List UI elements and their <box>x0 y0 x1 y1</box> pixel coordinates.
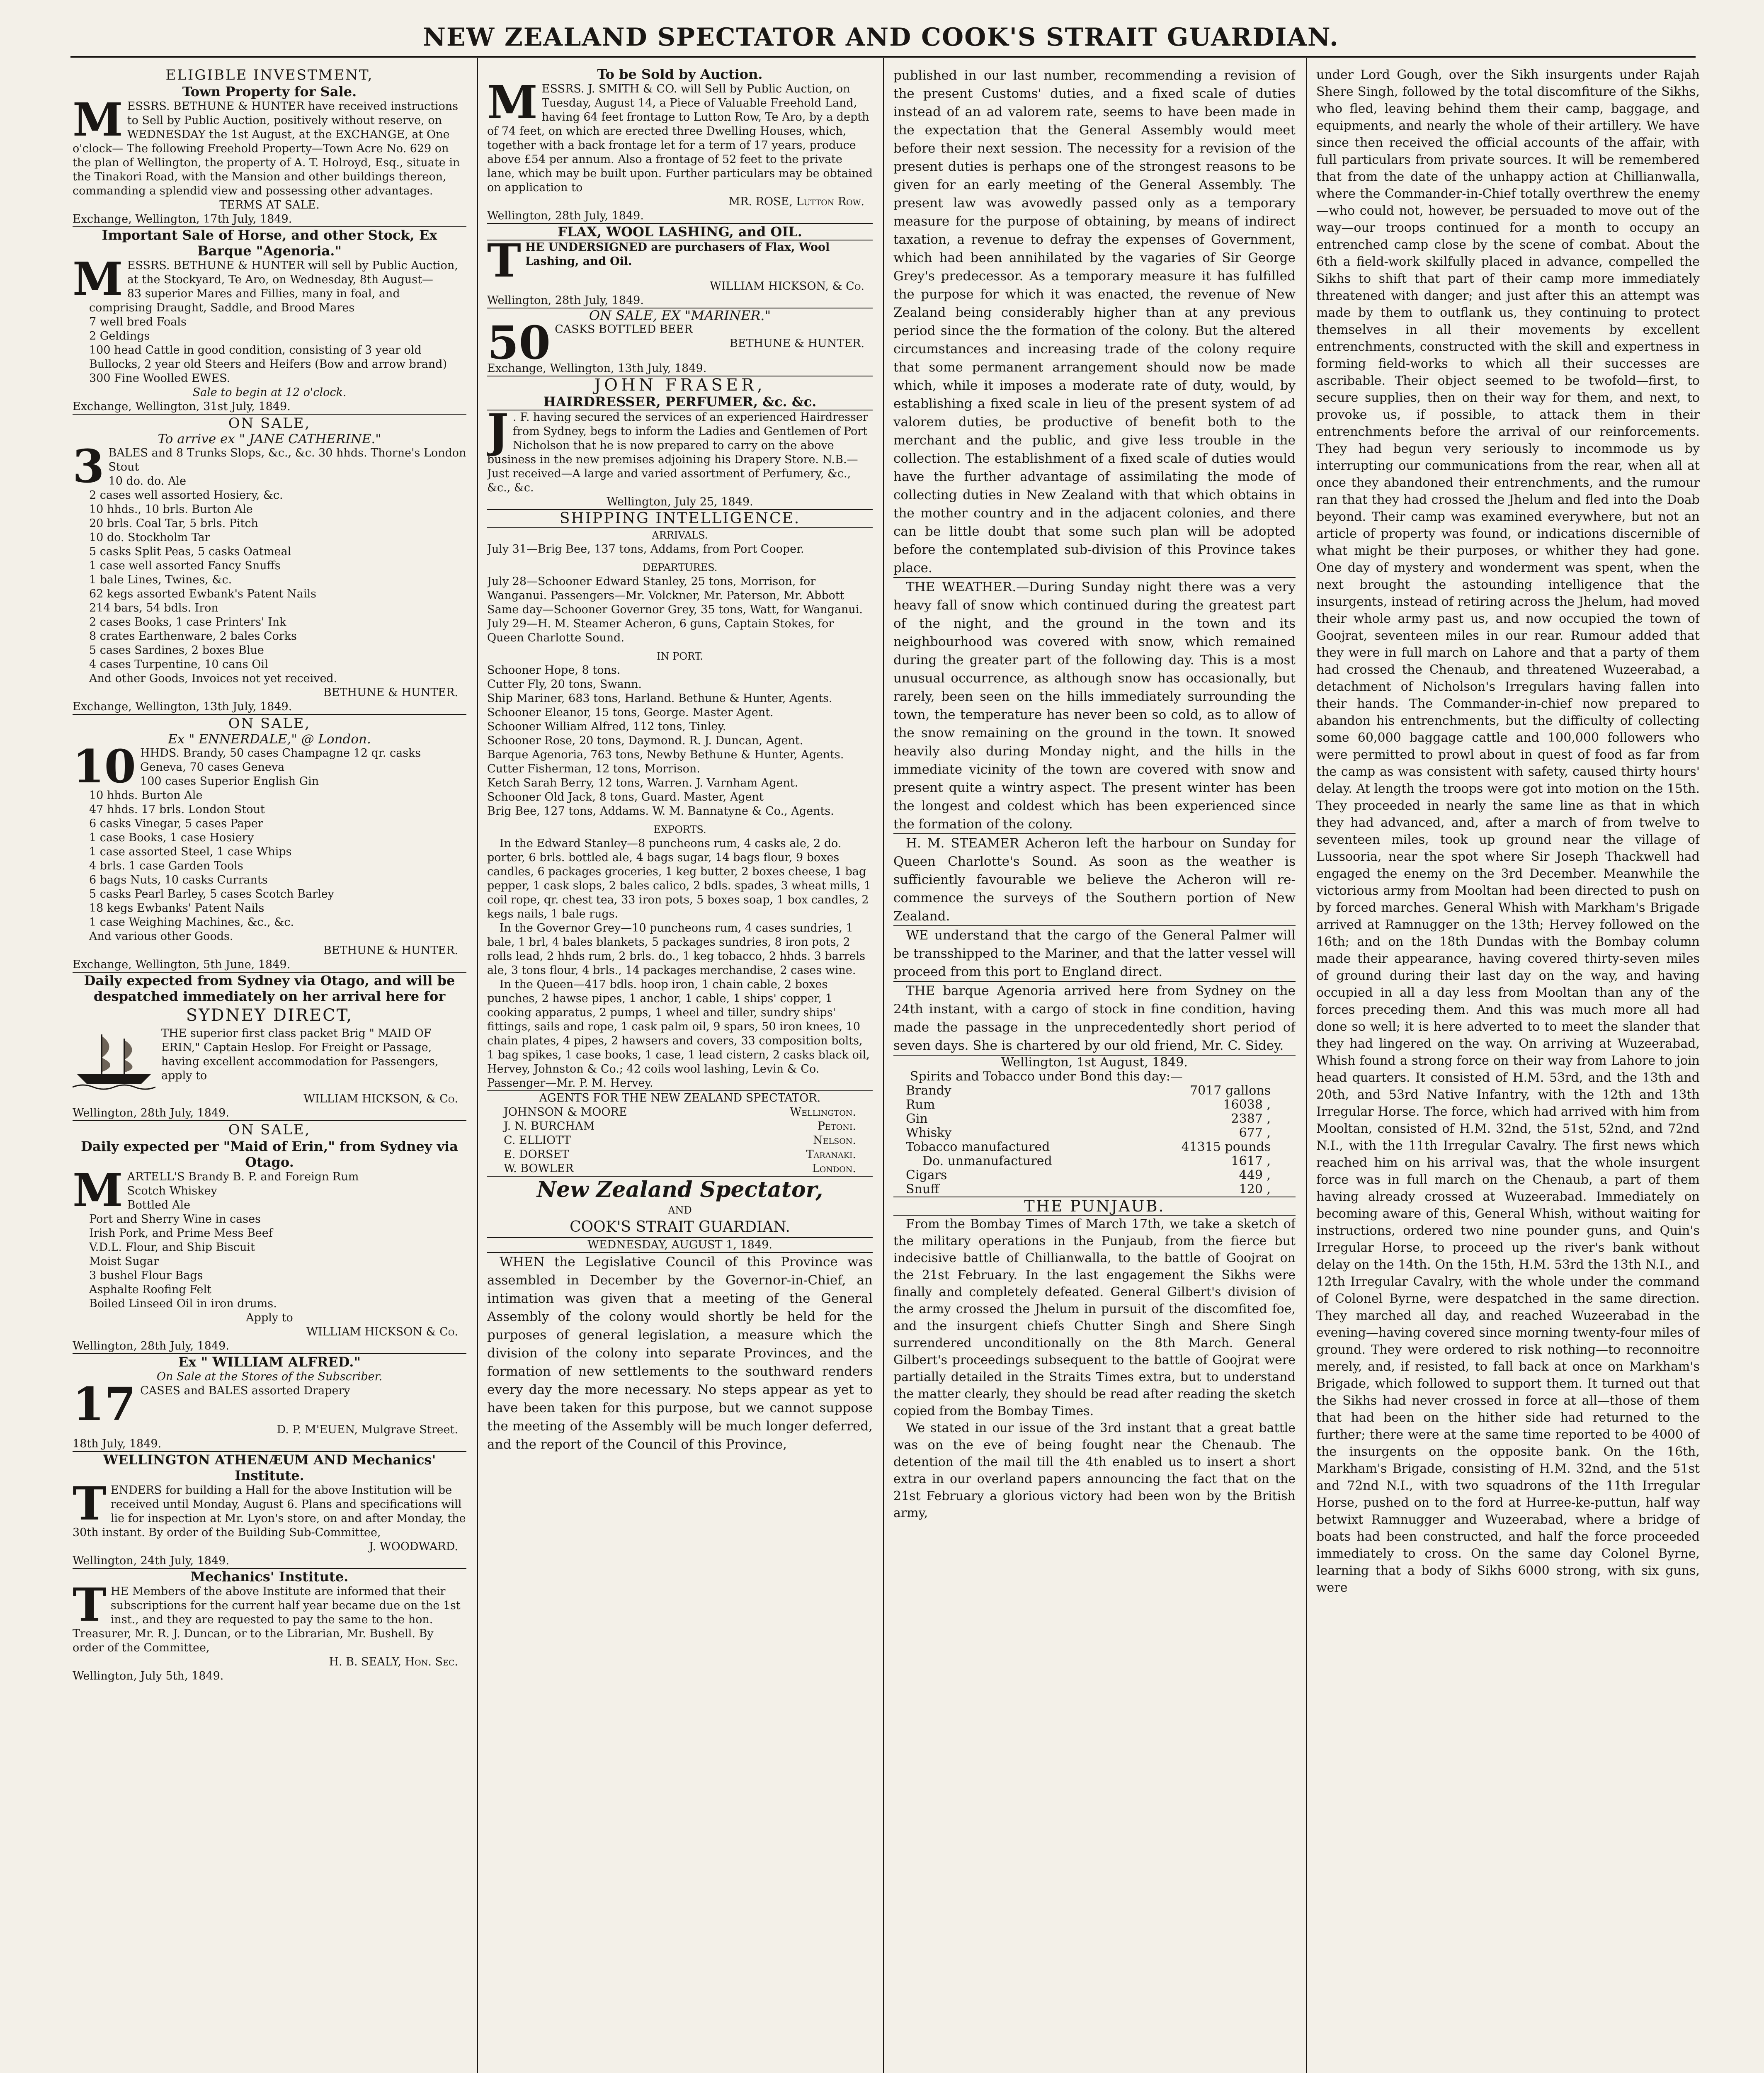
title-and: AND <box>668 1204 692 1216</box>
list-item: 2 Geldings <box>89 330 150 342</box>
list-item: Same day—Schooner Governor Grey, 35 tons, Watt, for Wanganui. <box>487 603 863 616</box>
list-item: 1 case Weighing Machines, &c., &c. <box>89 916 294 929</box>
editorial-paragraph: WHEN the Legislative Council of this Province was assembled in December by the Governor-in-Chief, an intimation was given that a meeting of the General Assembly of the colony would shortly be held for the purposes of general legislation, a measure which the division of the colony into separate Provinces, and the formation of new settlements to the southward renders every day the more necessary. No steps appear as yet to have been taken for this purpose, but we cannot suppose the meeting of the Assembly will be much longer deferred, and the report of the Council of this Province, <box>487 1255 873 1452</box>
ad-date: Wellington, 28th July, 1849. <box>73 1340 229 1352</box>
list-item: 300 Fine Woolled EWES. <box>89 372 231 385</box>
bond-qty: 41315 <box>1181 1140 1221 1154</box>
bond-unit: pounds <box>1225 1140 1271 1154</box>
column-1 <box>73 66 466 2073</box>
list-item: 100 head Cattle in good condition, consisting of 3 year old Bullocks, 2 year old Steers and Heifers (Bow and arrow brand) <box>89 344 447 371</box>
list-item: V.D.L. Flour, and Ship Biscuit <box>89 1241 255 1254</box>
list-item: 10 hhds., 10 brls. Burton Ale <box>89 503 253 516</box>
table-row <box>893 1154 1296 1168</box>
ad-date: Exchange, Wellington, 13th July, 1849. <box>487 362 707 375</box>
list-item: Schooner Eleanor, 15 tons, George. Master Agent. <box>487 706 774 719</box>
list-item: 214 bars, 54 bdls. Iron <box>89 602 218 614</box>
table-row <box>893 1084 1296 1098</box>
agent-name: W. BOWLER <box>504 1162 574 1175</box>
news-paragraph: THE WEATHER.—During Sunday night there was a very heavy fall of snow which continued during the greatest part of the night, and the ground in the town and its neighbourhood was covered with snow, which remained during the greater part of the following day. This is a most unusual occurrence, as although snow has occasionally, but rarely, been seen on the hills immediately surrounding the town, the temperature has never been so cold, as to allow of the snow remaining on the ground in the town. It snowed heavily also during Monday night, and the hills in the immediate vicinity of the town are covered with snow and present quite a wintry aspect. The present winter has been the longest and coldest which has been experienced since the formation of the colony. <box>893 580 1296 832</box>
table-row <box>893 1126 1296 1140</box>
newspaper-subtitle: COOK'S STRAIT GUARDIAN. <box>570 1219 790 1236</box>
list-item: 10 do. do. Ale <box>108 475 187 488</box>
list-item: Bottled Ale <box>127 1199 191 1211</box>
list-item: Cutter Fly, 20 tons, Swann. <box>487 678 642 691</box>
list-item: Cutter Fisherman, 12 tons, Morrison. <box>487 762 700 775</box>
bond-unit: , <box>1267 1154 1271 1168</box>
advertisement <box>73 973 466 1120</box>
bond-qty: 449 <box>1239 1168 1263 1182</box>
list-item: 5 cases Sardines, 2 boxes Blue <box>89 644 264 657</box>
masthead-rule <box>70 56 1696 58</box>
list-item: 6 bags Nuts, 10 casks Currants <box>89 874 268 886</box>
section-heading: THE PUNJAUB. <box>1024 1197 1165 1215</box>
bond-unit: , <box>1267 1168 1271 1182</box>
advertisement <box>73 66 466 226</box>
ad-body: THE superior first class packet Brig " MAID OF ERIN," Captain Heslop. For Freight or Passage, having excellent accommodation for Passengers, apply to <box>161 1027 439 1082</box>
table-row <box>893 1098 1296 1112</box>
bond-unit: , <box>1267 1097 1271 1112</box>
section-heading: SHIPPING INTELLIGENCE. <box>559 510 801 527</box>
list-item: 8 crates Earthenware, 2 bales Corks <box>89 630 297 643</box>
ad-heading: ON SALE, <box>228 1121 311 1138</box>
bond-qty: 2387 <box>1231 1112 1263 1126</box>
ad-destination: SYDNEY DIRECT, <box>186 1006 353 1025</box>
ad-date: Wellington, July 25, 1849. <box>607 495 753 508</box>
table-row <box>893 1182 1296 1197</box>
list-item: And other Goods, Invoices not yet received. <box>89 672 337 685</box>
agents-heading: AGENTS FOR THE NEW ZEALAND SPECTATOR. <box>539 1092 821 1104</box>
ad-body: HHDS. Brandy, 50 cases Champagne 12 qr. casks Geneva, 70 cases Geneva <box>140 747 421 774</box>
ad-date: Exchange, Wellington, 13th July, 1849. <box>73 700 292 713</box>
ad-date: Wellington, 28th July, 1849. <box>487 294 644 307</box>
ad-heading: Important Sale of Horse, and other Stock, Ex Barque "Agenoria." <box>102 227 437 259</box>
ad-date: Exchange, Wellington, 5th June, 1849. <box>73 958 291 971</box>
advertisement <box>73 415 466 714</box>
list-item: 4 brls. 1 case Garden Tools <box>89 859 243 872</box>
list-item: July 29—H. M. Steamer Acheron, 6 guns, Captain Stokes, for Queen Charlotte Sound. <box>487 617 834 644</box>
issue-date: WEDNESDAY, AUGUST 1, 1849. <box>587 1238 772 1251</box>
ad-heading: ELIGIBLE INVESTMENT, <box>165 67 374 83</box>
agent-name: E. DORSET <box>504 1148 569 1161</box>
bond-item: Gin <box>906 1112 928 1126</box>
list-item: Barque Agenoria, 763 tons, Newby Bethune & Hunter, Agents. <box>487 748 844 761</box>
ad-subheading: To arrive ex " JANE CATHERINE." <box>158 432 381 447</box>
drop-cap: M <box>73 1163 123 1217</box>
ad-subheading: Town Property for Sale. <box>182 84 357 100</box>
advertisement <box>73 715 466 972</box>
list-item: 10 do. Stockholm Tar <box>89 531 210 544</box>
bond-qty: 677 <box>1239 1126 1263 1140</box>
ad-heading: ON SALE, EX "MARINER." <box>589 308 771 323</box>
agent-place: London. <box>812 1162 856 1175</box>
column-rule <box>477 58 478 2073</box>
list-item: 83 superior Mares and Fillies, many in foal, and comprising Draught, Saddle, and Brood Mares <box>89 287 400 314</box>
list-item: 5 casks Pearl Barley, 5 cases Scotch Barley <box>89 888 334 901</box>
bond-unit: gallons <box>1225 1083 1271 1098</box>
column-rule <box>1306 58 1307 2073</box>
list-item: Asphalte Roofing Felt <box>89 1283 211 1296</box>
ad-body: HE UNDERSIGNED are purchasers of Flax, Wool Lashing, and Oil. <box>525 241 830 268</box>
advertisement <box>487 376 873 509</box>
ad-subheading: On Sale at the Stores of the Subscriber. <box>156 1370 383 1383</box>
drop-cap: M <box>487 75 538 129</box>
subsection-heading: EXPORTS. <box>653 824 706 835</box>
agent-name: J. N. BURCHAM <box>504 1120 595 1133</box>
ad-body: ESSRS. BETHUNE & HUNTER have received instructions to Sell by Public Auction, positively without reserve, on WEDNESDAY the 1st August, at the EXCHANGE, at One o'clock— The following Freehold Property—Town Acre No. 629 on the plan of Wellington, the property of A. T. Holroyd, Esq., situate in the Tinakori Road, with the Mansion and other buildings thereon, commanding a splendid view and possessing other advantages. <box>73 100 460 197</box>
ad-signature: D. P. M'EUEN, Mulgrave Street. <box>277 1423 458 1436</box>
list-item: 47 hhds. 17 brls. London Stout <box>89 803 265 816</box>
ad-signature: J. WOODWARD. <box>369 1540 458 1553</box>
news-paragraph: under Lord Gough, over the Sikh insurgents under Rajah Shere Singh, followed by the total discomfiture of the Sikhs, who fled, leaving behind them their camp, baggage, and equipments, and nearly the whole of their artillery. We have since then received the official accounts of the affair, with full particulars from private sources. It will be remembered that from the date of the unhappy action at Chillianwalla, where the Commander-in-Chief totally overthrew the enemy—who could not, however, be persuaded to move out of the way—our troops continued for a month to occupy an entrenched camp close by the scene of combat. About the 6th a field-work skilfully placed in advance, compelled the Sikhs to shift that part of their camp more immediately threatened with danger; and just after this an attempt was made by them to outflank us, they continuing to protect themselves in all their movements by excellent entrenchments, constructed with the skill and expertness in forming field-works to which all their successes are ascribable. Their object seemed to be twofold—first, to secure supplies, then on their way for them, and next, to provoke us, if possible, to attack them in their entrenchments before the arrival of our reinforcements. They had begun very seriously to incommode us by interrupting our communications from the rear, when all at once they abandoned their entrenchments, and the rumour ran that they had crossed the Jhelum and fled into the Doab beyond. Their camp was examined everywhere, but not an article of property was found, or indications discernible of what might be their purposes, or whither they had gone. One day of mystery and wonderment was spent, when the next brought the astounding intelligence that the insurgents, instead of retiring across the Jhelum, had moved their whole army past us, and now occupied the town of Goojrat, seventeen miles in our rear. Rumour added that they were in full march on Lahore and that a party of them had crossed the Chenaub, and threatened Wuzeerabad, a detachment of Nicholson's Irregulars having fallen into their hands. The Commander-in-chief now prepared to abandon his entrenchments, but the difficulty of collecting some 60,000 baggage cattle and 100,000 followers who were permitted to prowl about in quest of food as far from the camp as was consistent with safety, caused thirty hours' delay. At length the troops were got into motion on the 15th. They proceeded in nearly the same line as that in which they had advanced, and, after a march of from twelve to seventeen miles, took up ground near the village of Lussooria, near the spot where Sir Joseph Thackwell had engaged the enemy on the 3rd December. Meanwhile the victorious army from Mooltan had been directed to push on by forced marches. General Whish with Markham's Brigade arrived at Ramnugger on the 13th; Hervey followed on the 16th; and on the 18th Dundas with the Bombay column made their appearance, having covered thirty-seven miles of ground during their last day on the way, and having occupied in all a day less from Mooltan than any of the forces preceding them. And this was much more all had done so well; it is here adverted to to meet the slander that they had lingered on the way. On arriving at Wuzeerabad, Whish found a strong force on their way from Lahore to join head quarters. It consisted of H.M. 53rd, and the 13th and 20th, and 53rd Native Infantry, with the 12th and 13th Irregular Horse. The force, which had arrived with him from Mooltan, consisted of H.M. 32nd, the 51st, 52nd, and 72nd N.I., with the 11th Irregular Cavalry. The first news which reached him on his arrival was, that the whole insurgent force was in full march on the Chenaub, a part of them having already crossed at Wuzeerabad. Immediately on becoming aware of this, General Whish, without waiting for instructions, ordered two nine pounder guns, and Quin's Irregular Horse, to proceed up the river's bank without delay on the 14th. On the 15th, H.M. 53rd the 13th N.I., and 12th Irregular Cavalry, with the whole under the command of Colonel Byrne, were despatched in the same direction. They marched all day, and reached Wuzeerabad in the evening—having covered since morning twenty-four miles of ground. They were ordered to risk nothing—to reconnoitre merely, and, if resisted, to fall back at once on Markham's Brigade, which followed to support them. It turned out that the Sikhs had never crossed in force at all—those of them that had been on the hither side had returned to the further; there were at the same time reported to be 4000 of the insurgents on the opposite bank. On the 16th, Markham's Brigade, consisting of H.M. 32nd, and the 51st and 72nd N.I., with two squadrons of the 11th Irregular Horse, pushed on to the ford at Hurree-ke-puttun, half way betwixt Ramnugger and Wuzeerabad, where a bridge of boats had been constructed, and half the force proceeded immediately to cross. On the same day Colonel Byrne, learning that a body of Sikhs 6000 strong, with six guns, were <box>1316 68 1700 1595</box>
column-3 <box>893 66 1296 2073</box>
advertisement <box>73 1452 466 1568</box>
news-paragraph: THE barque Agenoria arrived here from Sydney on the 24th instant, with a cargo of stock in fine condition, having made the passage in the unprecedentedly short period of seven days. She is chartered by our old friend, Mr. C. Sidey. <box>893 983 1296 1053</box>
bond-unit: , <box>1267 1112 1271 1126</box>
list-item: 62 kegs assorted Ewbank's Patent Nails <box>89 587 317 600</box>
drop-cap: T <box>73 1578 107 1631</box>
bond-item: Do. unmanufactured <box>922 1154 1052 1168</box>
advertisement <box>487 308 873 376</box>
list-item: 3 bushel Flour Bags <box>89 1269 203 1282</box>
bond-date: Wellington, 1st August, 1849. <box>1001 1055 1188 1070</box>
table-row <box>487 1119 873 1134</box>
list-item: Schooner Old Jack, 8 tons, Guard. Master, Agent <box>487 791 764 803</box>
ad-terms: TERMS AT SALE. <box>219 199 320 211</box>
ad-body: ARTELL'S Brandy B. P. and Foreign Rum <box>127 1170 359 1183</box>
list-item: 4 cases Turpentine, 10 cans Oil <box>89 658 268 671</box>
masthead: NEW ZEALAND SPECTATOR AND COOK'S STRAIT GUARDIAN. <box>423 23 1339 52</box>
list-item: July 28—Schooner Edward Stanley, 25 tons, Morrison, for Wanganui. Passengers—Mr. Volckner, Mr. Paterson, Mr. Abbott <box>487 575 844 602</box>
ad-signature: WILLIAM HICKSON, & Co. <box>710 280 864 293</box>
ad-subheading: HAIRDRESSER, PERFUMER, &c. &c. <box>543 394 817 410</box>
table-row <box>487 1134 873 1148</box>
advertisement <box>487 66 873 223</box>
ad-signature: BETHUNE & HUNTER. <box>323 686 458 699</box>
drop-cap: T <box>73 1477 107 1530</box>
ad-subheading: Ex " ENNERDALE," @ London. <box>168 732 371 747</box>
ad-signature: BETHUNE & HUNTER. <box>323 944 458 957</box>
list-item: In the Queen—417 bdls. hoop iron, 1 chain cable, 2 boxes punches, 2 hawse pipes, 1 anchor, 1 cable, 1 ships' copper, 1 cooking apparatus, 2 pumps, 1 wheel and tiller, sundry ships' fittings, sails and rope, 1 cask palm oil, 9 spars, 50 iron knees, 10 chain plates, 4 pipes, 2 hawsers and covers, 33 composition bolts, 1 bag spikes, 1 case books, 1 case, 1 lead cistern, 2 casks black oil, Hervey, Johnston & Co.; 42 coils wool lashing, Levin & Co. Passenger—Mr. P. M. Hervey. <box>487 978 870 1090</box>
drop-cap: 50 <box>487 316 551 369</box>
list-item: 2 cases well assorted Hosiery, &c. <box>89 489 283 502</box>
subsection-heading: ARRIVALS. <box>652 529 708 541</box>
bond-intro: Spirits and Tobacco under Bond this day:— <box>910 1069 1183 1084</box>
list-item: 10 hhds. Burton Ale <box>89 789 203 802</box>
ad-date: 18th July, 1849. <box>73 1437 162 1450</box>
agent-place: Petoni. <box>818 1120 856 1133</box>
list-item: 18 kegs Ewbanks' Patent Nails <box>89 902 264 915</box>
ad-heading: FLAX, WOOL LASHING, and OIL. <box>558 224 802 240</box>
ad-signature: BETHUNE & HUNTER. <box>730 337 864 350</box>
list-item: In the Edward Stanley—8 puncheons rum, 4 casks ale, 2 do. porter, 6 brls. bottled ale, 4 bags sugar, 14 bags flour, 9 boxes candles, 6 packages groceries, 1 keg butter, 2 boxes cheese, 1 bag pepper, 1 cask slops, 2 bales calico, 2 bdls. spades, 3 wheat mills, 1 coil rope, qr. chest tea, 33 iron pots, 5 boxes soap, 1 box candles, 2 kegs nails, 1 bale rugs. <box>487 837 871 920</box>
list-item: 7 well bred Foals <box>89 316 187 328</box>
list-item: Ketch Sarah Berry, 12 tons, Warren. J. Varnham Agent. <box>487 777 798 789</box>
list-item: In the Governor Grey—10 puncheons rum, 4 cases sundries, 1 bale, 1 brl, 4 bales blankets, 5 packages sundries, 8 iron pots, 2 rolls lead, 2 hhds rum, 2 brls. do., 1 keg tobacco, 2 hhds. 3 barrels ale, 3 tons flour, 4 brls., 14 packages merchandise, 2 cases wine. <box>487 922 866 977</box>
ad-heading: Daily expected from Sydney via Otago, and will be despatched immediately on her arrival here for <box>84 973 455 1004</box>
list-item: 1 bale Lines, Twines, &c. <box>89 573 232 586</box>
list-item: 1 case well assorted Fancy Snuffs <box>89 559 281 572</box>
ad-body: ENDERS for building a Hall for the above Institution will be received until Monday, August 6. Plans and specifications will lie for inspection at Mr. Lyon's store, on and after Monday, the 30th instant. By order of the Building Sub-Committee, <box>73 1484 466 1539</box>
news-paragraph: H. M. STEAMER Acheron left the harbour on Sunday for Queen Charlotte's Sound. As soon as the weather is sufficiently favourable we believe the Acheron will re-commence the surveys of the Southern portion of New Zealand. <box>893 836 1296 924</box>
bond-qty: 16038 <box>1223 1097 1263 1112</box>
list-item: Schooner Rose, 20 tons, Daymond. R. J. Duncan, Agent. <box>487 734 803 747</box>
ad-date: Wellington, 24th July, 1849. <box>73 1554 229 1567</box>
ad-heading: Ex " WILLIAM ALFRED." <box>178 1354 361 1370</box>
list-item: Scotch Whiskey <box>127 1185 217 1197</box>
ad-body: . F. having secured the services of an experienced Hairdresser from Sydney, begs to inform the Ladies and Gentlemen of Port Nicholson that he is now prepared to carry on the above business in the new premises adjoining his Drapery Store. N.B.—Just received—A large and varied assortment of Perfumery, &c., &c., &c. <box>487 411 868 494</box>
table-row <box>487 1105 873 1119</box>
list-item: Irish Pork, and Prime Mess Beef <box>89 1227 273 1240</box>
ad-body: CASKS BOTTLED BEER <box>555 323 693 336</box>
advertisement <box>73 1121 466 1353</box>
drop-cap: J <box>487 404 509 457</box>
agent-place: Nelson. <box>813 1134 856 1147</box>
bond-item: Snuff <box>906 1182 939 1197</box>
agent-place: Wellington. <box>790 1106 856 1119</box>
agent-name: C. ELLIOTT <box>504 1134 571 1147</box>
list-item: 1 case Books, 1 case Hosiery <box>89 831 254 844</box>
drop-cap: M <box>73 252 123 306</box>
list-item: Ship Mariner, 683 tons, Harland. Bethune & Hunter, Agents. <box>487 692 832 705</box>
list-item: Brig Bee, 127 tons, Addams. W. M. Bannatyne & Co., Agents. <box>487 805 834 818</box>
drop-cap: 17 <box>73 1377 136 1431</box>
advertisement <box>487 224 873 308</box>
news-paragraph: From the Bombay Times of March 17th, we take a sketch of the military operations in the Punjaub, from the fierce but indecisive battle of Chillianwalla, to the battle of Goojrat on the 21st February. In the last engagement the Sikhs were finally and completely defeated. General Gilbert's division of the army crossed the Jhelum in pursuit of the discomfited foe, and the insurgent chiefs Chutter Singh and Shere Singh surrendered unconditionally on the 8th March. General Gilbert's proceedings subsequent to the battle of Goojrat were partially detailed in the Straits Times extra, but to understand the matter clearly, they should be read after reading the sketch copied from the Bombay Times. <box>893 1217 1296 1418</box>
bond-qty: 120 <box>1239 1182 1263 1197</box>
drop-cap: M <box>73 93 123 146</box>
ad-signature: H. B. SEALY, Hon. Sec. <box>329 1655 458 1668</box>
table-row <box>893 1112 1296 1126</box>
agent-place: Taranaki. <box>806 1148 856 1161</box>
list-item: 5 casks Split Peas, 5 casks Oatmeal <box>89 545 291 558</box>
list-item: 6 casks Vinegar, 5 cases Paper <box>89 817 263 830</box>
list-item: Apply to <box>246 1311 293 1324</box>
bond-unit: , <box>1267 1182 1271 1197</box>
advertisement <box>73 227 466 414</box>
newspaper-title: New Zealand Spectator, <box>536 1177 823 1202</box>
ad-body: ESSRS. BETHUNE & HUNTER will sell by Public Auction, at the Stockyard, Te Aro, on Wednesday, 8th August— <box>127 259 458 286</box>
bond-qty: 1617 <box>1231 1154 1263 1168</box>
list-item: 2 cases Books, 1 case Printers' Ink <box>89 616 286 629</box>
table-row <box>893 1168 1296 1182</box>
agent-name: JOHNSON & MOORE <box>504 1106 627 1119</box>
list-item: And various other Goods. <box>89 930 233 943</box>
advertisement <box>73 1354 466 1451</box>
bond-item: Whisky <box>906 1126 952 1140</box>
ad-heading: ON SALE, <box>228 715 311 732</box>
ad-date: Exchange, Wellington, 31st July, 1849. <box>73 400 291 413</box>
list-item: 100 cases Superior English Gin <box>140 775 319 788</box>
ad-signature: WILLIAM HICKSON & Co. <box>306 1325 458 1338</box>
ad-heading: ON SALE, <box>228 415 311 432</box>
column-4 <box>1316 66 1700 2073</box>
editorial-paragraph: published in our last number, recommending a revision of the present Customs' duties, and a fixed scale of duties instead of an ad valorem rate, seems to have been made in the expectation that the General Assembly would meet before their next session. The necessity for a revision of the present duties is perhaps one of the strongest reasons to be given for an early meeting of the General Assembly. The present law was avowedly passed only as a temporary measure for the purpose of obtaining, by means of indirect taxation, a revenue to defray the expenses of Government, which had been annihilated by the vagaries of Sir George Grey's predecessor. As a temporary measure it has fulfilled the purpose for which it was enacted, the revenue of New Zealand being considerably higher than at any previous period since the the formation of the colony. But the altered circumstances and increasing trade of the colony require that some permanent arrangement should now be made which, while it imposes a moderate rate of duty, would, by establishing a fixed scale in lieu of the present system of ad valorem duties, be productive of benefit both to the merchant and the public, and give less trouble in the collection. The establishment of a fixed scale of duties would have the further advantage of assimilating the mode of collecting duties in New Zealand with that which obtains in the mother country and in the adjacent colonies, and there can be little doubt that some such plan will be adopted before the contemplated sub-division of this Province takes place. <box>893 68 1296 575</box>
ad-note: Sale to begin at 12 o'clock. <box>192 386 347 399</box>
ad-heading: To be Sold by Auction. <box>597 66 763 82</box>
list-item: Schooner William Alfred, 112 tons, Tinley. <box>487 720 726 733</box>
table-row <box>487 1162 873 1176</box>
bond-item: Brandy <box>906 1083 951 1098</box>
news-paragraph: We stated in our issue of the 3rd instant that a great battle was on the eve of being fought near the Chenaub. The detention of the mail till the 4th enabled us to insert a short extra in our overland papers announcing the fact that on the 21st February a glorious victory had been won by the British army, <box>893 1421 1296 1520</box>
list-item: July 31—Brig Bee, 137 tons, Addams, from Port Cooper. <box>487 543 804 556</box>
drop-cap: T <box>487 234 521 287</box>
news-paragraph: WE understand that the cargo of the General Palmer will be transshipped to the Mariner, and that the latter vessel will proceed from this port to England direct. <box>893 928 1296 979</box>
list-item: 20 brls. Coal Tar, 5 brls. Pitch <box>89 517 258 530</box>
ad-date: Exchange, Wellington, 17th July, 1849. <box>73 213 292 226</box>
list-item: 1 case assorted Steel, 1 case Whips <box>89 845 292 858</box>
ad-date: Wellington, 28th July, 1849. <box>73 1107 229 1119</box>
drop-cap: 3 <box>73 439 104 493</box>
subsection-heading: DEPARTURES. <box>642 562 718 573</box>
bond-item: Tobacco manufactured <box>906 1140 1050 1154</box>
bond-unit: , <box>1267 1126 1271 1140</box>
bond-item: Rum <box>906 1097 935 1112</box>
subsection-heading: IN PORT. <box>657 651 703 662</box>
column-rule <box>883 58 884 2073</box>
ad-date: Wellington, 28th July, 1849. <box>487 209 644 222</box>
ad-signature: WILLIAM HICKSON, & Co. <box>303 1092 458 1105</box>
ad-heading: Mechanics' Institute. <box>190 1569 349 1585</box>
table-row <box>487 1148 873 1162</box>
sailing-ship-icon <box>73 1028 155 1090</box>
advertisement <box>73 1569 466 1683</box>
column-2 <box>487 66 873 2073</box>
ad-body: CASES and BALES assorted Drapery <box>140 1384 350 1397</box>
ad-body: HE Members of the above Institute are informed that their subscriptions for the current half year became due on the 1st inst., and they are requested to pay the same to the hon. Treasurer, Mr. R. J. Duncan, or to the Librarian, Mr. Bushell. By order of the Committee, <box>73 1585 461 1654</box>
list-item: Boiled Linseed Oil in iron drums. <box>89 1297 277 1310</box>
ad-date: Wellington, July 5th, 1849. <box>73 1670 224 1682</box>
ad-body: ESSRS. J. SMITH & CO. will Sell by Public Auction, on Tuesday, August 14, a Piece of Valuable Freehold Land, having 64 feet frontage to Lutton Row, Te Aro, by a depth of 74 feet, on which are erected three Dwelling Houses, which, together with a back frontage let for a term of 17 years, produce above £54 per annum. Also a frontage of 52 feet to the private lane, which may be built upon. Further particulars may be obtained on application to <box>487 83 873 194</box>
ad-heading: WELLINGTON ATHENÆUM AND Mechanics' Institute. <box>103 1452 436 1483</box>
list-item: Schooner Hope, 8 tons. <box>487 664 621 677</box>
bond-item: Cigars <box>906 1168 947 1182</box>
ad-signature: MR. ROSE, Lutton Row. <box>728 195 864 208</box>
drop-cap: 10 <box>73 740 136 793</box>
bond-qty: 7017 <box>1190 1083 1222 1098</box>
ad-heading: JOHN FRASER, <box>594 376 766 395</box>
ad-subheading: Daily expected per "Maid of Erin," from Sydney via Otago. <box>81 1138 458 1170</box>
list-item: Moist Sugar <box>89 1255 159 1268</box>
ad-body: BALES and 8 Trunks Slops, &c., &c. 30 hhds. Thorne's London Stout <box>108 447 466 473</box>
list-item: Port and Sherry Wine in cases <box>89 1213 261 1226</box>
table-row <box>893 1140 1296 1154</box>
